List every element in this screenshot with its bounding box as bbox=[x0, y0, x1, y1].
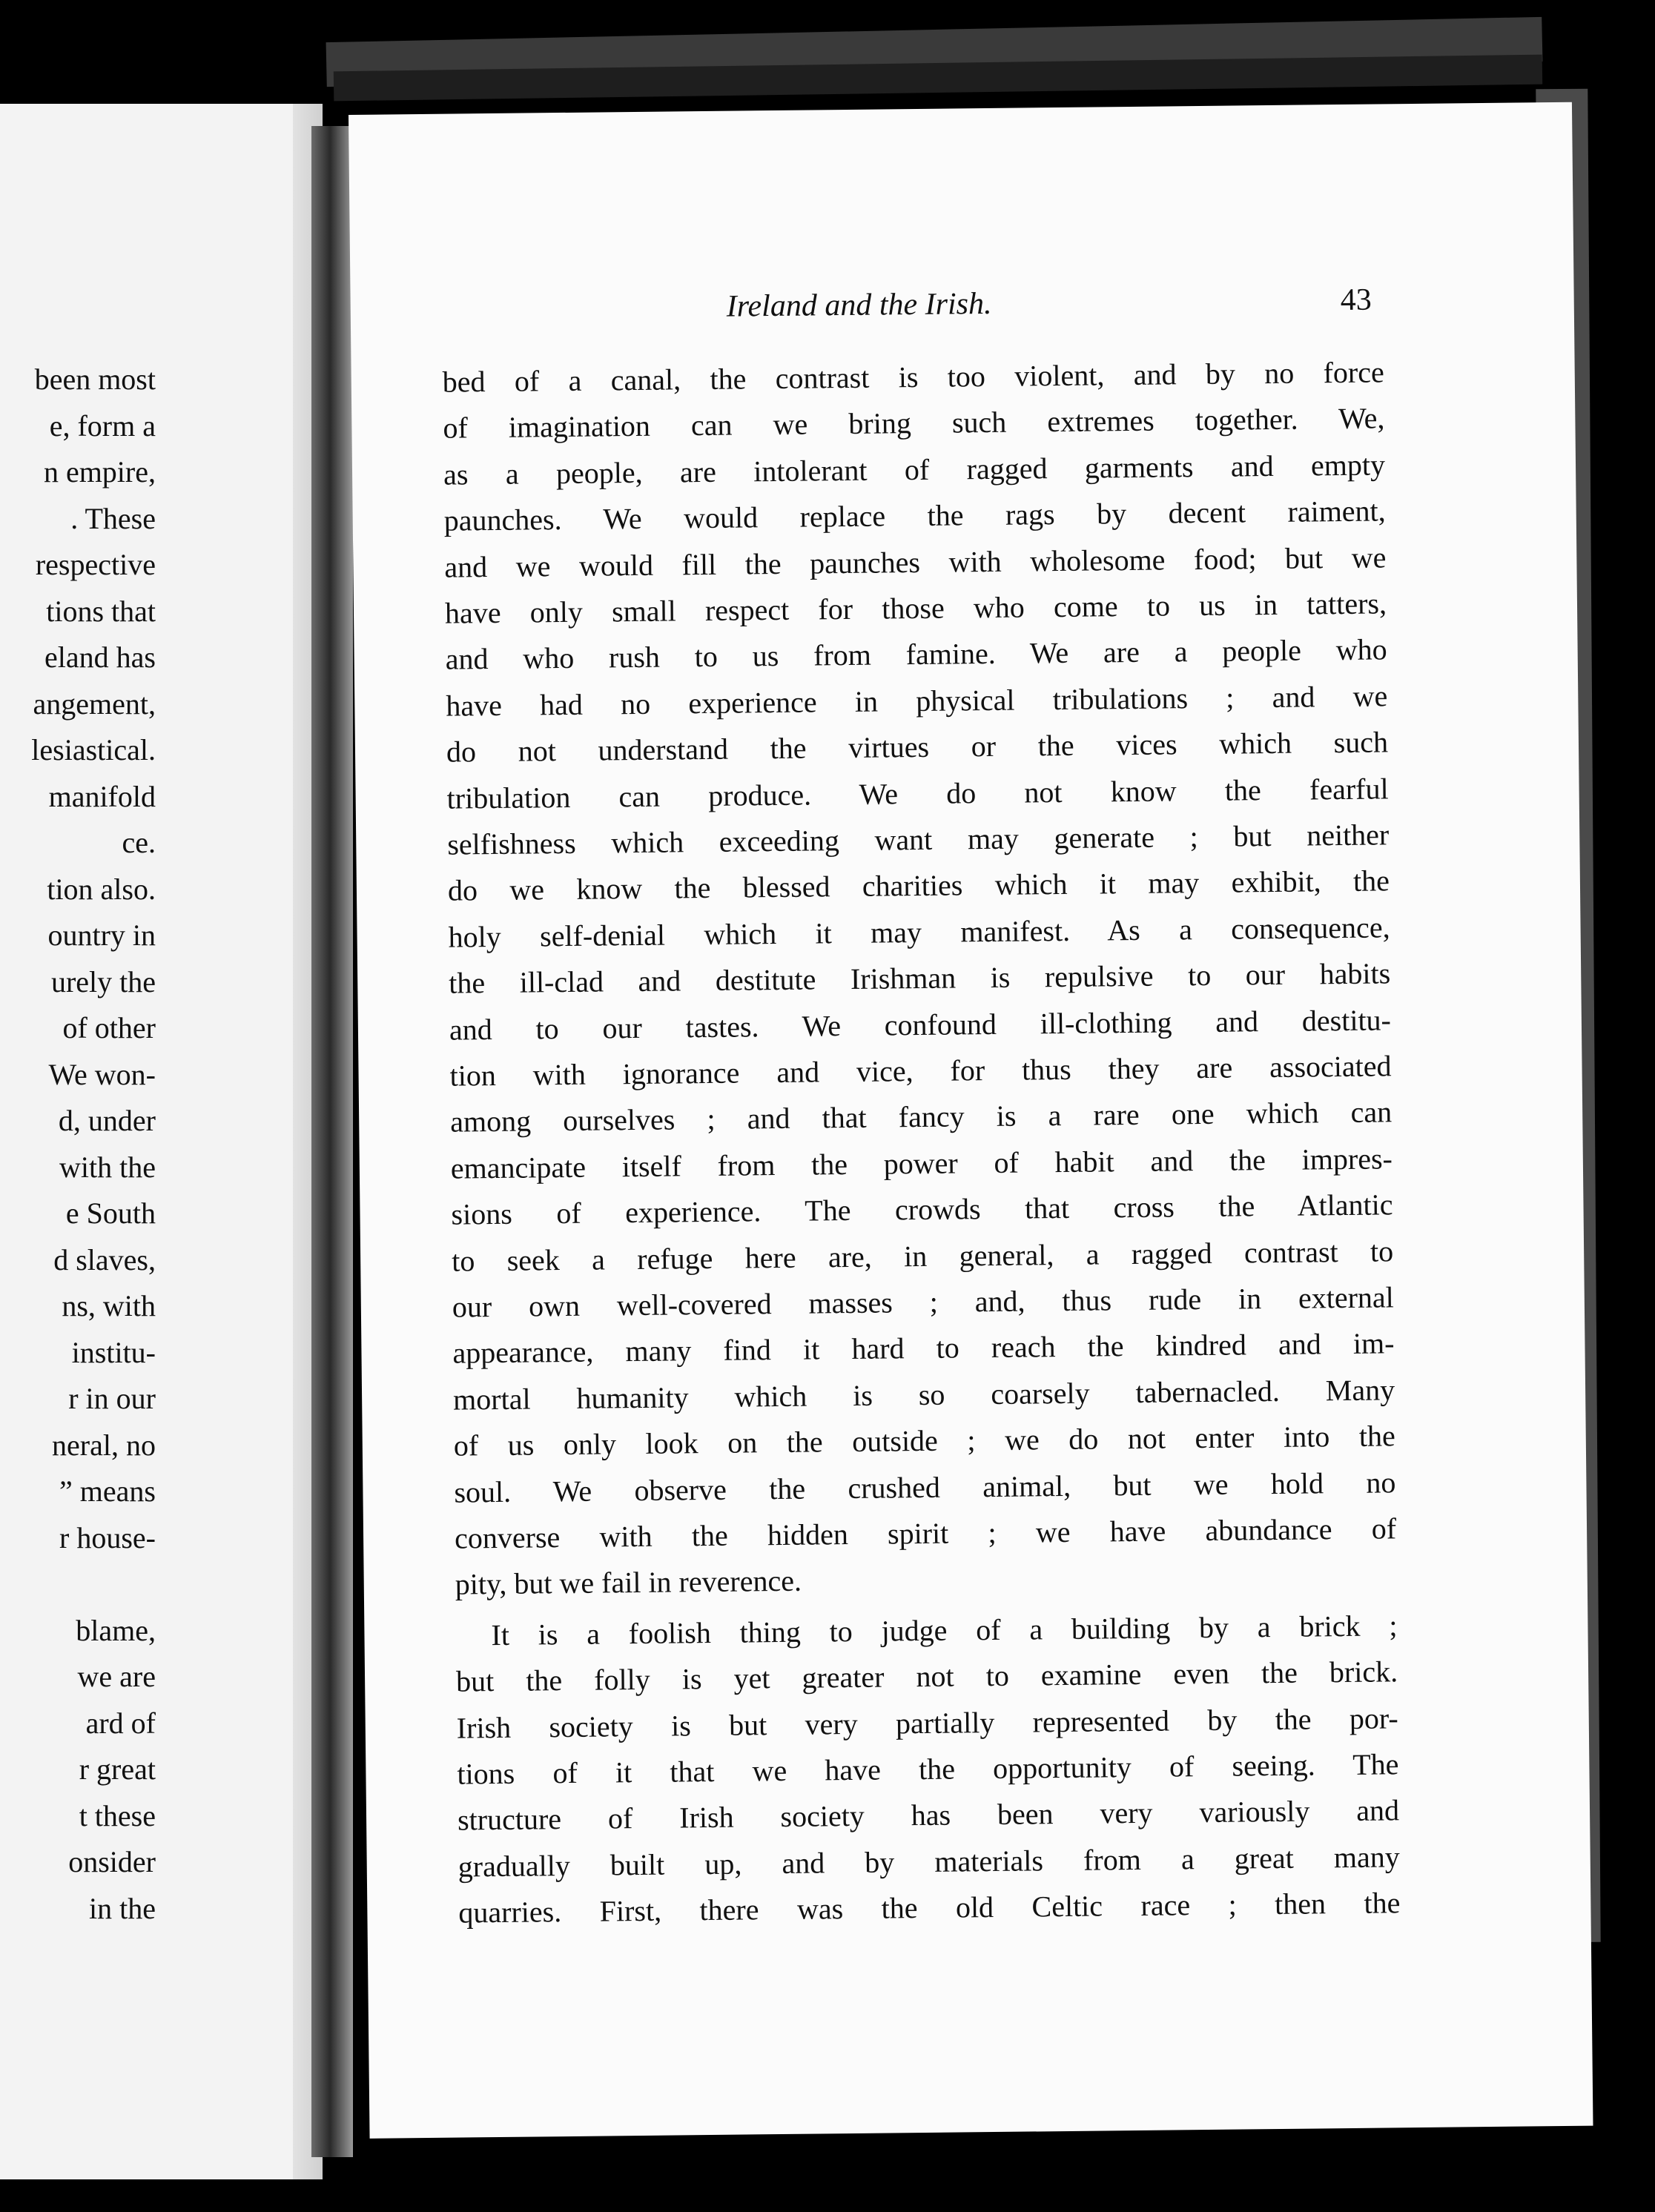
body-line: do not understand the virtues or the vices which such bbox=[446, 725, 1389, 769]
body-line: soul. We observe the crushed animal, but we hold no bbox=[454, 1465, 1396, 1509]
left-page-line: respective bbox=[35, 548, 156, 581]
left-page-line: d, under bbox=[58, 1104, 156, 1137]
left-page-line: neral, no bbox=[52, 1428, 156, 1462]
body-line: and we would fill the paunches with wholesome food; but we bbox=[444, 540, 1387, 584]
left-page-line: institu- bbox=[71, 1335, 156, 1369]
body-line: gradually built up, and by materials from a great many bbox=[457, 1840, 1400, 1884]
left-page-line: We won- bbox=[48, 1057, 156, 1091]
left-page-line: been most bbox=[34, 362, 156, 396]
page-number: 43 bbox=[1340, 282, 1372, 318]
left-page-line: tions that bbox=[46, 594, 156, 628]
left-page-line: n empire, bbox=[43, 455, 156, 489]
right-page bbox=[348, 102, 1593, 2139]
left-page-line: onsider bbox=[68, 1845, 156, 1878]
left-page-line: ns, with bbox=[62, 1289, 156, 1322]
left-page-line: angement, bbox=[33, 686, 156, 721]
left-page-line: ce. bbox=[122, 826, 156, 859]
left-page-line: eland has bbox=[44, 640, 156, 674]
left-facing-page bbox=[0, 104, 311, 2179]
left-page-line: lesiastical. bbox=[31, 733, 156, 766]
left-page-line: e South bbox=[65, 1196, 156, 1230]
left-page-line: e, form a bbox=[49, 408, 156, 443]
running-head bbox=[351, 282, 1389, 324]
body-line: tions of it that we have the opportunity of seeing. The bbox=[457, 1747, 1399, 1791]
left-page-line: r in our bbox=[68, 1382, 156, 1415]
book-gutter bbox=[311, 126, 353, 2157]
body-line: but the folly is yet greater not to examine even the brick. bbox=[455, 1655, 1398, 1698]
body-line: and to our tastes. We confound ill-clothing and destitu- bbox=[449, 1002, 1392, 1047]
left-page-line: t these bbox=[79, 1798, 156, 1832]
left-page-line: d slaves, bbox=[53, 1242, 156, 1276]
body-line: have had no experience in physical tribulations ; and we bbox=[446, 679, 1388, 723]
body-line: have only small respect for those who come to us in tatters, bbox=[444, 586, 1387, 630]
left-page-line: tion also. bbox=[47, 872, 156, 906]
body-line: Irish society is but very partially represented by the por- bbox=[456, 1701, 1398, 1745]
body-line: selfishness which exceeding want may generate ; but neither bbox=[447, 818, 1390, 861]
body-line: do we know the blessed charities which it may exhibit, the bbox=[447, 864, 1390, 908]
body-line: paunches. We would replace the rags by decent raiment, bbox=[443, 494, 1386, 537]
body-line: quarries. First, there was the old Celtic race ; then the bbox=[458, 1886, 1401, 1930]
body-line: It is a foolish thing to judge of a building by a brick ; bbox=[491, 1609, 1398, 1652]
body-line: mortal humanity which is so coarsely tabernacled. Many bbox=[452, 1373, 1395, 1417]
left-page-line: ” means bbox=[59, 1474, 156, 1508]
left-page-line: r great bbox=[79, 1752, 156, 1786]
left-page-line: blame, bbox=[76, 1613, 156, 1647]
body-line: appearance, many find it hard to reach the kindred and im- bbox=[452, 1326, 1395, 1371]
running-title: Ireland and the Irish. bbox=[726, 286, 992, 324]
body-line: tion with ignorance and vice, for thus they are associated bbox=[449, 1049, 1392, 1093]
left-page-line: in the bbox=[89, 1891, 156, 1925]
body-line: among ourselves ; and that fancy is a rare one which can bbox=[449, 1095, 1393, 1139]
body-line: of us only look on the outside ; we do not enter into the bbox=[453, 1419, 1395, 1463]
body-line: as a people, are intolerant of ragged garments and empty bbox=[443, 448, 1386, 491]
body-line: our own well-covered masses ; and, thus rude in external bbox=[452, 1280, 1395, 1324]
left-page-line: ard of bbox=[85, 1706, 156, 1740]
left-page-line: . These bbox=[70, 501, 156, 535]
left-page-line: of other bbox=[62, 1011, 156, 1044]
body-line: sions of experience. The crowds that cross the Atlantic bbox=[451, 1188, 1393, 1231]
body-line: pity, but we fail in reverence. bbox=[455, 1564, 802, 1601]
left-page-line: ountry in bbox=[47, 918, 156, 952]
body-line: structure of Irish society has been very variously and bbox=[457, 1793, 1400, 1837]
body-line: to seek a refuge here are, in general, a ragged contrast to bbox=[451, 1234, 1394, 1278]
body-line: of imagination can we bring such extremes together. We, bbox=[443, 401, 1385, 446]
body-line: converse with the hidden spirit ; we have abundance of bbox=[454, 1511, 1397, 1555]
left-page-line: manifold bbox=[48, 779, 156, 813]
body-line: bed of a canal, the contrast is too violent, and by no force bbox=[442, 355, 1384, 399]
left-page-line: with the bbox=[59, 1150, 156, 1184]
body-line: tribulation can produce. We do not know the fearful bbox=[446, 771, 1389, 815]
left-page-line: we are bbox=[77, 1660, 156, 1693]
body-line: emancipate itself from the power of habit and the impres- bbox=[450, 1142, 1393, 1185]
body-line: and who rush to us from famine. We are a people who bbox=[445, 632, 1387, 677]
body-line: holy self-denial which it may manifest. As a consequence, bbox=[448, 910, 1390, 954]
left-page-line: urely the bbox=[50, 964, 156, 999]
body-line: the ill-clad and destitute Irishman is repulsive to our habits bbox=[449, 956, 1391, 1000]
left-page-line: r house- bbox=[59, 1520, 156, 1554]
